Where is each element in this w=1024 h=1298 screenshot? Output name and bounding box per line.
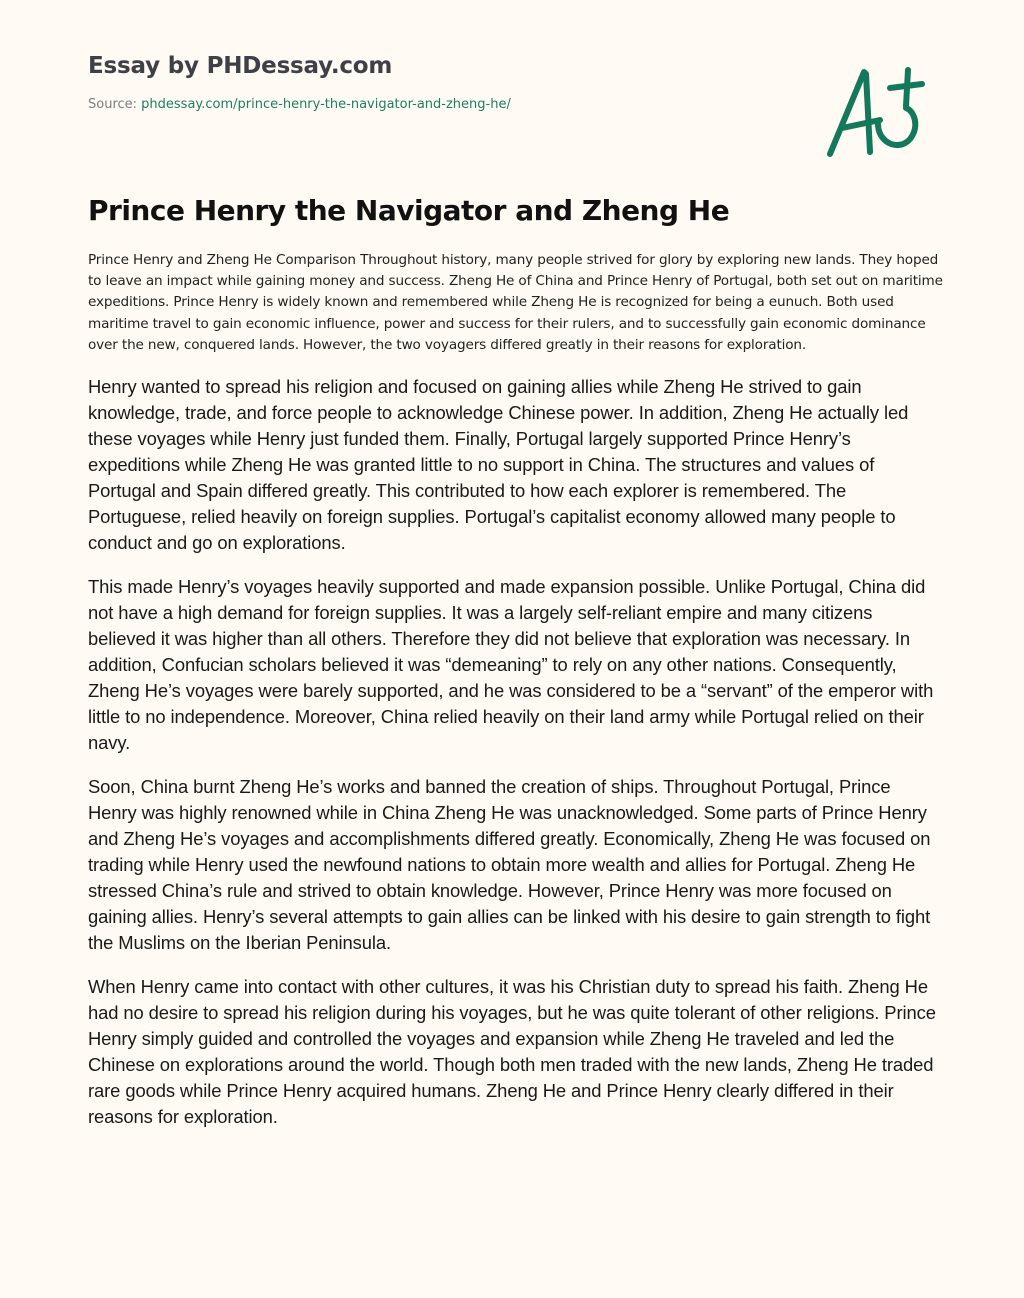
site-header (88, 50, 788, 114)
intro-paragraph: Prince Henry and Zheng He Comparison Throughout history, many people strived for glory by exploring new lands. They hoped to leave an impact while gaining money and success. Zheng He of China and Prince Henry of Portugal, both set out on maritime expeditions. Prince Henry is widely known and remembered while Zheng He is recognized for being a eunuch. Both used maritime travel to gain economic influence, power and success for their rulers, and to successfully gain economic dominance over the new, conquered lands. However, the two voyagers differed greatly in their reasons for exploration. (88, 252, 943, 353)
source-link[interactable]: phdessay.com/prince-henry-the-navigator-and-zheng-he/ (141, 97, 511, 112)
body-paragraph-3: Soon, China burnt Zheng He’s works and banned the creation of ships. Throughout Portugal, Prince Henry was highly renowned while in China Zheng He was unacknowledged. Some parts of Prince Henry and Zheng He’s voyages and accomplishments differed greatly. Economically, Zheng He was focused on trading while Henry used the newfound nations to obtain more wealth and allies for Portugal. Zheng He stressed China’s rule and strived to obtain knowledge. However, Prince Henry was more focused on gaining allies. Henry’s several attempts to gain allies can be linked with his desire to gain strength to fight the Muslims on the Iberian Peninsula. (88, 776, 931, 954)
brand-title: Essay by PHDessay.com (88, 53, 393, 79)
a-plus-grade-icon (822, 62, 932, 162)
source-line (88, 96, 788, 114)
body-paragraph-4: When Henry came into contact with other cultures, it was his Christian duty to spread his faith. Zheng He had no desire to spread his religion during his voyages, but he was quite tolerant of other religions. Prince Henry simply guided and controlled the voyages and expansion while Zheng He traveled and led the Chinese on explorations around the world. Though both men traded with the new lands, Zheng He traded rare goods while Prince Henry acquired humans. Zheng He and Prince Henry clearly differed in their reasons for exploration. (88, 976, 936, 1128)
page-title: Prince Henry the Navigator and Zheng He (88, 194, 730, 227)
body-paragraph-1: Henry wanted to spread his religion and focused on gaining allies while Zheng He strived to gain knowledge, trade, and force people to acknowledge Chinese power. In addition, Zheng He actually led these voyages while Henry just funded them. Finally, Portugal largely supported Prince Henry’s expeditions while Zheng He was granted little to no support in China. The structures and values of Portugal and Spain differed greatly. This contributed to how each explorer is remembered. The Portuguese, relied heavily on foreign supplies. Portugal’s capitalist economy allowed many people to conduct and go on explorations. (88, 376, 909, 554)
body-paragraph-2: This made Henry’s voyages heavily supported and made expansion possible. Unlike Portugal, China did not have a high demand for foreign supplies. It was a largely self-reliant empire and many citizens believed it was higher than all others. Therefore they did not believe that exploration was necessary. In addition, Confucian scholars believed it was “demeaning” to rely on any other nations. Consequently, Zheng He’s voyages were barely supported, and he was considered to be a “servant” of the emperor with little to no independence. Moreover, China relied heavily on their land army while Portugal relied on their navy. (88, 576, 934, 754)
essay-article (88, 192, 943, 1130)
source-label: Source: (88, 97, 142, 112)
